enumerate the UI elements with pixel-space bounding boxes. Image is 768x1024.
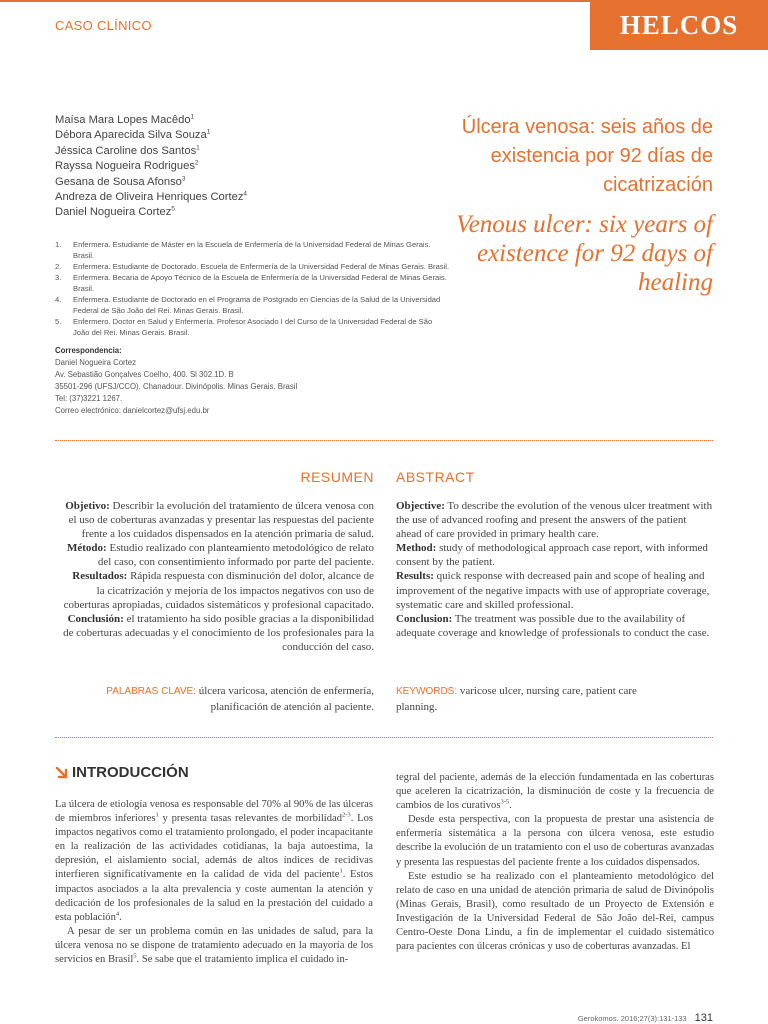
keywords-english: KEYWORDS: varicose ulcer, nursing care, patient care planning. <box>396 685 637 713</box>
author-line: Débora Aparecida Silva Souza$^1$ <box>55 128 211 142</box>
section-label: CASO CLÍNICO <box>55 18 152 33</box>
page-footer <box>578 1012 713 1024</box>
correspondence-block <box>55 345 297 417</box>
correspondence-address: Av. Sebastião Gonçalves Coelho, 400. Sl 302.1D. B <box>55 370 234 379</box>
affiliation-item: 4. Enfermera. Estudiante de Doctorado en el Programa de Postgrado en Ciencias de la Salud de la Universidad Federal de São João del Rei. Minas Gerais. Brasil. <box>55 295 441 315</box>
author-line: Gesana de Sousa Afonso$^3$ <box>55 174 186 188</box>
section-divider <box>55 440 713 441</box>
paragraph: Este estudio se ha realizado con el planteamiento metodológico del relato de caso en una unidad de atención primaria de salud de Divinópolis (Minas Gerais, Brasil), como resultado de un Proyecto de Extensión e Investigación de la Universidad Federal de São João del-Rei, campus Centro-Oeste Dona Lindu, a fin de implementar el cuidado sistemático para pacientes con úlceras crónicas y uso de coberturas avanzadas. El <box>396 870 714 953</box>
resumen-body: Objetivo: Describir la evolución del tratamiento de úlcera venosa con el uso de coberturas avanzadas y presentar las respuestas del paciente frente a los cuidados dispensados en la atención primaria de salud. Método: Estudio realizado con planteamiento metodológico de relato del caso, con consentimiento informado por parte del paciente. Resultados: Rápida respuesta con disminución del dolor, alcance de la cicatrización y mejoría de los impactos negativos con uso de coberturas apropiadas, cuidados sistemáticos y profesional capacitado. Conclusión: el tratamiento ha sido posible gracias a la disponibilidad de coberturas adecuadas y el conocimiento de los profesionales para la conducción del caso. <box>63 500 374 653</box>
author-line: Daniel Nogueira Cortez$^5$ <box>55 205 175 219</box>
section-divider <box>55 737 713 738</box>
resumen-heading: RESUMEN <box>300 469 374 485</box>
paragraph: tegral del paciente, además de la elección fundamentada en las coberturas que aceleren la cicatrización, la disminución de coste y la frecuencia de cambios de los curativos$^{3-5}$. <box>396 772 714 812</box>
keywords-spanish: PALABRAS CLAVE: úlcera varicosa, atención de enfermería, planificación de atención al paciente. <box>106 685 374 713</box>
body-column-right <box>396 771 714 954</box>
introduction-heading: INTRODUCCIÓN <box>55 764 189 781</box>
affiliation-item: 2. Enfermera. Estudiante de Doctorado. Escuela de Enfermería de la Universidad Federal de Minas Gerais. Brasil. <box>55 262 450 271</box>
body-column-left <box>55 798 373 967</box>
page-number: 131 <box>694 1012 713 1024</box>
author-line: Rayssa Nogueira Rodrigues$^2$ <box>55 159 199 173</box>
author-list <box>55 113 247 221</box>
abstract-heading: ABSTRACT <box>396 469 475 485</box>
author-line: Jéssica Caroline dos Santos$^1$ <box>55 144 200 157</box>
abstract-body: Objective: To describe the evolution of the venous ulcer treatment with the use of advanced roofing and present the answers of the patient ahead of care provided in primary health care. Method: study of methodological approach case report, with informed consent by the patient. Results: quick response with decreased pain and scope of healing and improvement of the negative impacts with use of appropriate coverage, systematic care and skilled professional. Conclusion: The treatment was possible due to the availability of adequate coverage and knowledge of professionals to conduct the case. <box>396 500 713 639</box>
paragraph: Desde esta perspectiva, con la propuesta de prestar una asistencia de enfermería sistemática a la persona con úlcera venosa, este estudio describe la evolución de un tratamiento con el uso de coberturas avanzadas y presenta las respuestas del paciente frente a los cuidados dispensados. <box>396 814 714 868</box>
correspondence-heading: Correspondencia: <box>55 346 122 355</box>
arrow-down-right-icon <box>55 766 69 780</box>
affiliation-item: 5. Enfermero. Doctor en Salud y Enfermería. Profesor Asociado I del Curso de la Universidad Federal de São João del Rei. Minas Gerais. Brasil. <box>55 317 433 337</box>
correspondence-city: 35501-296 (UFSJ/CCO). Chanadour. Divinópolis. Minas Gerais. Brasil <box>55 382 298 391</box>
correspondence-email[interactable]: Correo electrónico: danielcortez@ufsj.edu.br <box>55 406 210 415</box>
journal-brand-logo: HELCOS <box>590 0 768 50</box>
correspondence-phone: Tel: (37)3221 1267. <box>55 394 123 403</box>
author-line: Maísa Mara Lopes Macêdo$^1$ <box>55 113 195 126</box>
journal-citation: Gerokomos. 2016;27(3):131-133 <box>577 1013 687 1023</box>
affiliation-item: 1. Enfermera. Estudiante de Máster en la Escuela de Enfermería de la Universidad Federal de Minas Gerais. Brasil. <box>55 240 431 260</box>
affiliation-item: 3. Enfermera. Becaria de Apoyo Técnico de la Escuela de Enfermería de la Universidad Federal de Minas Gerais. Brasil. <box>55 273 447 293</box>
correspondence-name: Daniel Nogueira Cortez <box>55 358 137 367</box>
article-title-english: Venous ulcer: six years of existence for 92 days of healing <box>456 211 713 296</box>
paragraph: A pesar de ser un problema común en las unidades de salud, para la úlcera venosa no se dispone de tratamiento adecuado en la mayoría de los servicios en Brasil$^5$. Se sabe que el tratamiento implica el cuidado in- <box>55 925 373 966</box>
affiliation-list <box>55 239 450 338</box>
author-line: Andreza de Oliveira Henriques Cortez$^4$ <box>55 190 248 204</box>
article-title-spanish: Úlcera venosa: seis años de existencia por 92 días de cicatrización <box>461 116 713 196</box>
paragraph: La úlcera de etiología venosa es responsable del 70% al 90% de las úlceras de miembros inferiores$^1$ y presenta tasas relevantes de morbilidad$^{2-3}$. Los impactos negativos como el tratamiento prolongado, el poder incapacitante en la realización de las actividades cotidianas, la baja autoestima, la depresión, el aislamiento social, además de altos índices de recidivas interfieren significativamente en la calidad de vida del paciente$^1$. Estos impactos asociados a la alta prevalencia y coste aumentan la atención y dedicación de los profesionales de la salud en la prestación del cuidado a esta población$^4$. <box>55 799 373 923</box>
